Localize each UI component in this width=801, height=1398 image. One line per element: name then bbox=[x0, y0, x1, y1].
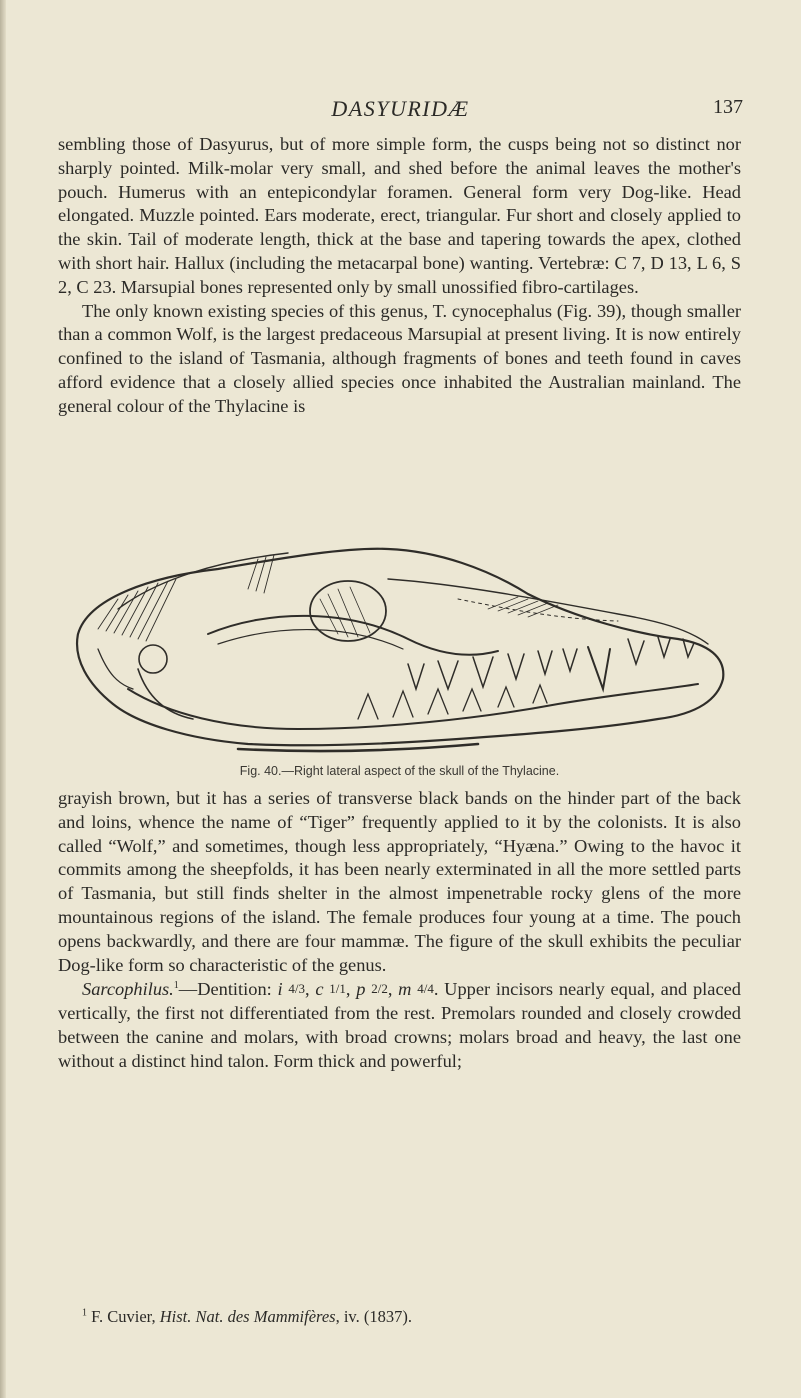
body-text-bottom bbox=[58, 787, 741, 1074]
dentition-c: c bbox=[315, 979, 324, 1000]
lower-teeth bbox=[358, 685, 547, 719]
snout-hatching bbox=[488, 597, 558, 617]
paragraph-sarcophilus: Sarcophilus.$^1$—Dentition: i 4/3, c 1/1, p 2/2, m 4/4. Upper incisors nearly equal, and placed vertically, the first not differentiated from the rest. Premolars rounded and closely crowded between the canine and molars, with broad crowns; molars broad and heavy, the last one without a distinct hind talon. Form thick and powerful; bbox=[58, 979, 741, 1071]
body-text-top bbox=[58, 133, 741, 419]
genus-name: Sarcophilus. bbox=[82, 979, 174, 1000]
dentition-p: p bbox=[356, 979, 366, 1000]
footnote bbox=[58, 1307, 741, 1327]
skull-figure bbox=[58, 539, 741, 764]
page-edge bbox=[0, 0, 6, 1398]
running-head bbox=[0, 96, 801, 126]
dentition-m: m bbox=[398, 979, 412, 1000]
footnote-ref: 1 bbox=[173, 980, 179, 992]
page-number: 137 bbox=[713, 96, 743, 118]
mandible bbox=[128, 684, 698, 729]
dentition-label: —Dentition: bbox=[178, 979, 278, 1000]
dentition-p-fraction: 2/2 bbox=[371, 981, 388, 997]
skull-illustration bbox=[58, 539, 741, 764]
auditory-bulla bbox=[139, 645, 167, 673]
sarcophilus-description: . Upper incisors nearly equal, and placed vertically, the first not differentiated from the rest. Premolars rounded and closely crowded between the canine and molars, with broad crowns; molars broad and heavy, the last one without a distinct hind talon. Form thick and powerful; bbox=[58, 979, 741, 1071]
braincase-hatching bbox=[98, 555, 274, 641]
footnote-author: F. Cuvier, bbox=[87, 1307, 160, 1326]
running-title: DASYURIDÆ bbox=[331, 96, 470, 121]
footnote-mark: 1 bbox=[82, 1307, 87, 1319]
footnote-work: Hist. Nat. des Mammifères bbox=[159, 1307, 336, 1326]
paragraph-thylacine-species: The only known existing species of this genus, T. cynocephalus (Fig. 39), though smaller than a common Wolf, is the largest predaceous Marsupial at present living. It is now entirely confined to the island of Tasmania, although fragments of bones and teeth found in caves afford evidence that a closely allied species once inhabited the Australian mainland. The general colour of the Thylacine is bbox=[58, 300, 741, 416]
dentition-i: i bbox=[277, 979, 283, 1000]
dentition-m-fraction: 4/4 bbox=[417, 981, 434, 997]
paragraph-genus-characters: sembling those of Dasyurus, but of more simple form, the cusps being not so distinct nor sharply pointed. Milk-molar very small, and shed before the animal leaves the mother's pouch. Humerus with an entepicondylar foramen. General form very Dog-like. Head elongated. Muzzle pointed. Ears moderate, erect, triangular. Fur short and closely applied to the skin. Tail of moderate length, thick at the base and tapering towards the apex, clothed with short hair. Hallux (including the metacarpal bone) wanting. Vertebræ: C 7, D 13, L 6, S 2, C 23. Marsupial bones represented only by small unossified fibro-cartilages. bbox=[58, 134, 741, 297]
figure-caption: Fig. 40.—Right lateral aspect of the skull of the Thylacine. bbox=[239, 764, 560, 778]
footnote-details: , iv. (1837). bbox=[335, 1307, 412, 1326]
dentition-c-fraction: 1/1 bbox=[329, 981, 346, 997]
dentition-i-fraction: 4/3 bbox=[288, 981, 306, 997]
upper-teeth bbox=[408, 637, 694, 689]
paragraph-thylacine-colour: grayish brown, but it has a series of transverse black bands on the hinder part of the back and loins, whence the name of “Tiger” frequently applied to it by the colonists. It is also called “Wolf,” and sometimes, though less appropriately, “Hyæna.” Owing to the havoc it commits among the sheepfolds, it has been nearly exterminated in all the more settled parts of Tasmania, but still finds shelter in the almost impenetrable rocky glens of the more mountainous regions of the island. The female produces four young at a time. The pouch opens backwardly, and there are four mammæ. The figure of the skull exhibits the peculiar Dog-like form so characteristic of the genus. bbox=[58, 788, 741, 975]
orbit bbox=[310, 581, 386, 641]
nasal-bone bbox=[388, 579, 708, 644]
